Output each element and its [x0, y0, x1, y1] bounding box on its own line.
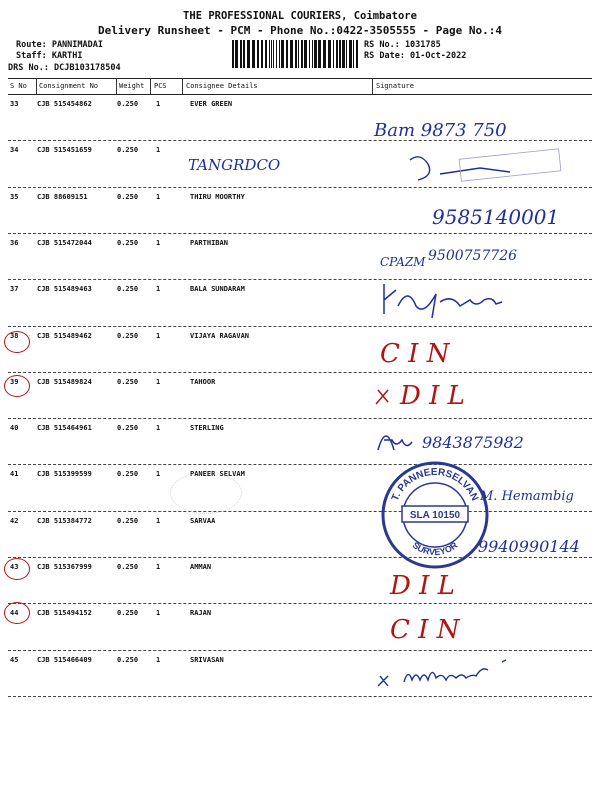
cell-consignment-no: CJB 515494152: [37, 609, 92, 618]
col-header-weight: Weight: [119, 82, 145, 90]
col-header-pcs: PCS: [154, 82, 167, 90]
cell-consignee: RAJAN: [190, 609, 212, 618]
cell-consignment-no: CJB 515464961: [37, 424, 92, 433]
stamp-ring-top: T. PANNEERSELVAN: [389, 466, 481, 503]
surveyor-stamp: [380, 460, 490, 570]
cell-pcs: 1: [156, 470, 161, 479]
cell-sno: 40: [10, 424, 19, 433]
stamp-ring-bottom: SURVEYOR: [410, 539, 460, 558]
signature-text: 9500757726: [428, 248, 518, 264]
red-circle-mark: [4, 331, 30, 353]
row-separator: [8, 650, 592, 651]
cell-pcs: 1: [156, 285, 161, 294]
cell-weight: 0.250: [117, 655, 139, 664]
red-circle-mark: [4, 375, 30, 397]
cell-pcs: 1: [156, 331, 161, 340]
cell-consignment-no: CJB 515454862: [37, 100, 92, 108]
row-separator: [8, 326, 592, 327]
barcode-image: [232, 40, 358, 68]
signature-36: [370, 238, 580, 278]
signature-text: CPAZM: [380, 255, 426, 269]
cell-weight: 0.250: [117, 146, 139, 155]
rs-number: RS No.: 1031785: [364, 40, 441, 50]
cell-sno: 33: [10, 100, 19, 108]
cell-sno: 43: [10, 563, 19, 571]
faint-stamp-mark: [170, 472, 242, 514]
cell-weight: 0.250: [117, 238, 139, 247]
col-divider: [182, 78, 183, 94]
stamp-center: SLA 10150: [409, 510, 461, 521]
cell-sno: 45: [10, 655, 19, 664]
cell-consignee: SRIVASAN: [190, 655, 224, 664]
cell-sno: 35: [10, 192, 19, 201]
staff-label: Staff: KARTHI: [16, 51, 83, 61]
header-top-rule: [8, 78, 592, 79]
cell-pcs: 1: [156, 563, 161, 571]
row-separator: [8, 696, 592, 697]
cell-weight: 0.250: [117, 100, 139, 108]
cell-weight: 0.250: [117, 192, 139, 201]
row-separator: [8, 418, 592, 419]
cell-weight: 0.250: [117, 470, 139, 479]
signature-text: C I N: [390, 615, 460, 645]
signature-text: D I L: [390, 571, 455, 601]
signature-text: 9940990144: [478, 537, 580, 556]
cell-consignee: THIRU MOORTHY: [190, 192, 245, 201]
col-header-sno: S No: [10, 82, 27, 90]
cell-pcs: 1: [156, 424, 161, 433]
cell-consignment-no: CJB 515384772: [37, 516, 92, 525]
col-header-consignment: Consignment No: [39, 82, 99, 90]
col-header-consignee: Consignee Details: [186, 82, 258, 90]
cell-weight: 0.250: [117, 516, 139, 525]
cell-consignment-no: CJB 515489462: [37, 331, 92, 340]
signature-33: [370, 110, 580, 150]
cell-sno: 36: [10, 238, 19, 247]
col-divider: [36, 78, 37, 94]
cell-weight: 0.250: [117, 331, 139, 340]
signature-text: M. Hemambig: [480, 489, 574, 504]
signature-text: 9843875982: [422, 433, 524, 452]
cell-consignee: BALA SUNDARAM: [190, 285, 245, 294]
row-separator: [8, 464, 592, 465]
rs-date: RS Date: 01-Oct-2022: [364, 51, 467, 61]
signature-text: C I N: [380, 339, 450, 369]
signature-45: [370, 652, 580, 692]
cell-weight: 0.250: [117, 424, 139, 433]
red-circle-mark: [4, 558, 30, 580]
cell-pcs: 1: [156, 238, 161, 247]
signature-text: Bam 9873 750: [374, 120, 507, 141]
runsheet-subtitle: Delivery Runsheet - PCM - Phone No.:0422-3505555 - Page No.:4: [98, 24, 502, 37]
cell-sno: 44: [10, 609, 19, 618]
cell-consignee: PARTHIBAN: [190, 238, 228, 247]
cell-consignee: AMMAN: [190, 563, 212, 571]
handwritten-consignee: TANGRDCO: [188, 156, 281, 174]
cell-consignment-no: CJB 515472044: [37, 238, 92, 247]
cell-pcs: 1: [156, 146, 161, 155]
col-divider: [372, 78, 373, 94]
signature-text: D I L: [400, 381, 465, 411]
cell-pcs: 1: [156, 655, 161, 664]
cell-sno: 39: [10, 377, 19, 386]
cell-sno: 42: [10, 516, 19, 525]
route-label: Route: PANNIMADAI: [16, 40, 103, 50]
cell-consignment-no: CJB 515489824: [37, 377, 92, 386]
cell-weight: 0.250: [117, 563, 139, 571]
drs-number: DRS No.: DCJB103178504: [8, 63, 121, 73]
cell-consignee: TAHOOR: [190, 377, 216, 386]
col-divider: [116, 78, 117, 94]
col-header-signature: Signature: [376, 82, 414, 90]
cell-pcs: 1: [156, 377, 161, 386]
cell-consignee: PANEER SELVAM: [190, 470, 245, 479]
cell-weight: 0.250: [117, 285, 139, 294]
cell-weight: 0.250: [117, 377, 139, 386]
company-title: THE PROFESSIONAL COURIERS, Coimbatore: [183, 10, 417, 22]
cell-sno: 38: [10, 331, 19, 340]
svg-text:SURVEYOR: [411, 540, 460, 557]
row-separator: [8, 603, 592, 604]
signature-38: [370, 330, 580, 370]
col-divider: [150, 78, 151, 94]
cell-sno: 41: [10, 470, 19, 479]
cell-weight: 0.250: [117, 609, 139, 618]
signature-text: 9585140001: [432, 205, 560, 229]
red-circle-mark: [4, 602, 30, 624]
signature-37: [370, 280, 580, 320]
cell-consignment-no: CJB 515451659: [37, 146, 92, 155]
cell-consignment-no: CJB 515489463: [37, 285, 92, 294]
cell-consignee: SARVAA: [190, 516, 216, 525]
cell-sno: 37: [10, 285, 19, 294]
cell-sno: 34: [10, 146, 19, 155]
signature-44: [370, 606, 580, 646]
cell-consignment-no: CJB 515399599: [37, 470, 92, 479]
cell-consignment-no: CJB 88609151: [37, 192, 88, 201]
cell-pcs: 1: [156, 192, 161, 201]
cell-consignment-no: CJB 515466409: [37, 655, 92, 664]
cell-pcs: 1: [156, 100, 161, 108]
signature-35: [370, 196, 580, 236]
signature-34: [370, 150, 580, 190]
signature-39: [370, 372, 580, 412]
cell-pcs: 1: [156, 516, 161, 525]
cell-consignee: STERLING: [190, 424, 224, 433]
cell-consignment-no: CJB 515367999: [37, 563, 92, 571]
cell-consignee: EVER GREEN: [190, 100, 233, 108]
cell-consignee: VIJAYA RAGAVAN: [190, 331, 250, 340]
cell-pcs: 1: [156, 609, 161, 618]
header-bottom-rule: [8, 94, 592, 95]
signature-40: [370, 420, 580, 460]
